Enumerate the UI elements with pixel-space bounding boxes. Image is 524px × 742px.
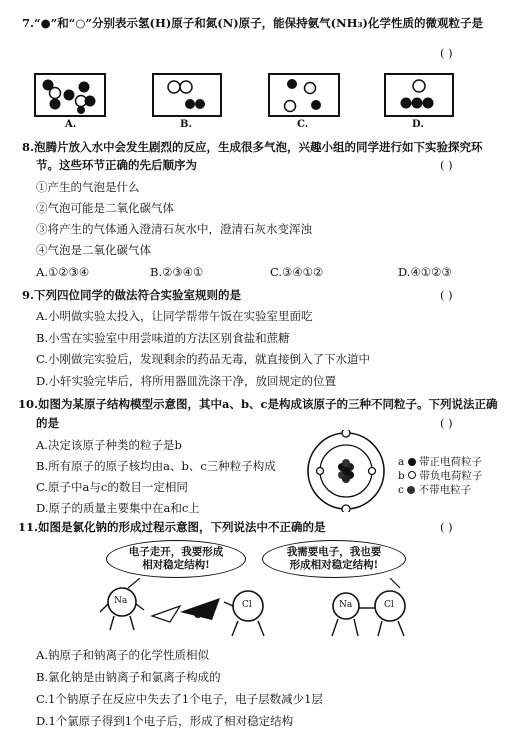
q7-option-c-box <box>268 73 340 117</box>
legend-item-a: a 带正电荷粒子 <box>398 456 482 468</box>
q7-option-d-box <box>384 73 454 117</box>
q8-option-c: C.③④①② <box>270 265 324 279</box>
q9-option-d: D.小轩实验完毕后，将所用器皿洗涤干净，放回规定的位置 <box>36 374 336 388</box>
q7-option-a-box <box>34 73 106 117</box>
q11-stem: 11.如图是氯化钠的形成过程示意图，下列说法中不正确的是 <box>18 520 326 534</box>
q7-answer-paren: ( ) <box>440 46 453 60</box>
q7-option-b-box <box>152 73 222 117</box>
q10-option-d: D.原子的质量主要集中在a和c上 <box>36 501 200 515</box>
q10-stem-line2: 的是 <box>36 416 59 430</box>
solid-dot-icon <box>408 458 416 466</box>
q7-option-a-label: A. <box>65 119 77 130</box>
solid-dot-icon <box>407 486 415 494</box>
q10-stem-line1: 10.如图为某原子结构模型示意图，其中a、b、c是构成该原子的三种不同粒子。下列说法正确 <box>18 397 498 411</box>
q8-stem-line1: 8.泡腾片放入水中会发生剧烈的反应，生成很多气泡，兴趣小组的同学进行如下实验探究环 <box>22 140 483 154</box>
q9-option-b: B.小雪在实验室中用尝味道的方法区别食盐和蔗糖 <box>36 331 290 345</box>
q8-answer-paren: ( ) <box>440 158 453 172</box>
legend-item-b: b 带负电荷粒子 <box>398 470 483 482</box>
q7-option-d-label: D. <box>412 119 424 130</box>
hollow-dot-icon <box>408 471 416 479</box>
q9-option-c: C.小刚做完实验后，发现剩余的药品无毒，就直接倒入了下水道中 <box>36 352 371 366</box>
q10-option-b: B.所有原子的原子核均由a、b、c三种粒子构成 <box>36 459 276 473</box>
molecule-diagram-d <box>386 75 452 115</box>
atom-label-cl-right: Cl <box>384 600 394 610</box>
atom-legend <box>398 455 482 497</box>
q10-answer-paren: ( ) <box>440 416 453 430</box>
molecule-diagram-a <box>36 75 104 115</box>
legend-item-c: c 不带电粒子 <box>398 484 472 496</box>
atom-label-cl-left: Cl <box>242 600 252 610</box>
q7-stem: 7.“●”和“○”分别表示氢(H)原子和氮(N)原子，能保持氨气(NH₃)化学性质的微观粒子是 <box>22 16 483 30</box>
q7-option-c-label: C. <box>297 119 309 130</box>
q9-option-a: A.小明做实验太投入，让同学帮带午饭在实验室里面吃 <box>36 309 313 323</box>
q10-option-c: C.原子中a与c的数目一定相同 <box>36 480 188 494</box>
q11-option-d: D.1个氯原子得到1个电子后，形成了相对稳定结构 <box>36 714 294 728</box>
atom-label-na-left: Na <box>114 596 128 606</box>
speech-bubble-right: 我需要电子，我也要 形成相对稳定结构! <box>262 540 406 578</box>
atom-label-na-right: Na <box>339 600 353 610</box>
q9-stem: 9.下列四位同学的做法符合实验室规则的是 <box>22 288 242 302</box>
atom-structure-diagram <box>296 430 396 512</box>
q8-step-2: ②气泡可能是二氧化碳气体 <box>36 201 174 215</box>
q8-stem-line2: 节。这些环节正确的先后顺序为 <box>36 158 197 172</box>
q8-option-b: B.②③④① <box>150 265 204 279</box>
q8-step-3: ③将产生的气体通入澄清石灰水中，澄清石灰水变浑浊 <box>36 222 312 236</box>
q10-option-a: A.决定该原子种类的粒子是b <box>36 438 182 452</box>
speech-bubble-left: 电子走开，我要形成 相对稳定结构! <box>106 540 246 578</box>
q11-option-a: A.钠原子和钠离子的化学性质相似 <box>36 648 209 662</box>
molecule-diagram-c <box>270 75 338 115</box>
q11-option-c: C.1个钠原子在反应中失去了1个电子，电子层数减少1层 <box>36 692 323 706</box>
sodium-chloride-formation-illustration <box>100 578 430 640</box>
q8-step-1: ①产生的气泡是什么 <box>36 180 140 194</box>
q7-option-b-label: B. <box>180 119 192 130</box>
q8-option-d: D.④①②③ <box>398 265 452 279</box>
q8-step-4: ④气泡是二氧化碳气体 <box>36 243 151 257</box>
q9-answer-paren: ( ) <box>440 288 453 302</box>
q8-option-a: A.①②③④ <box>36 265 90 279</box>
q11-answer-paren: ( ) <box>440 520 453 534</box>
molecule-diagram-b <box>154 75 220 115</box>
q11-option-b: B.氯化钠是由钠离子和氯离子构成的 <box>36 670 221 684</box>
